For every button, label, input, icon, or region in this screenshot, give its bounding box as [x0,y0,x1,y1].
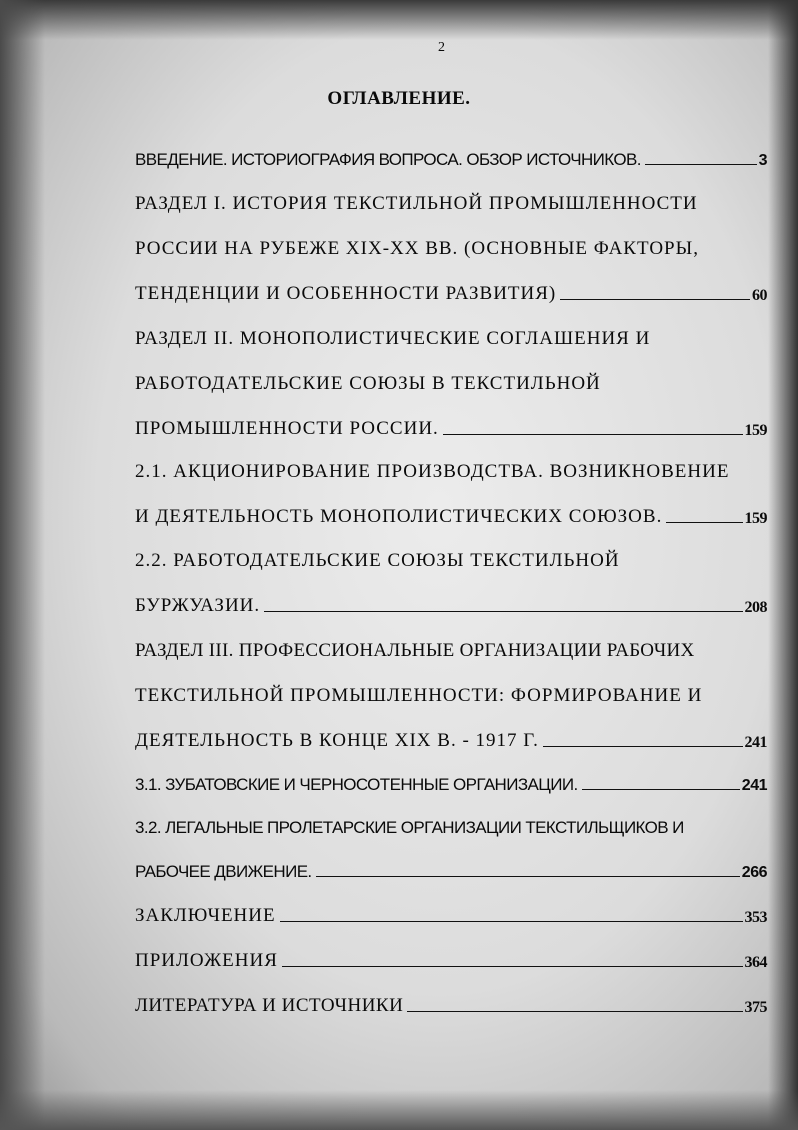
scan-shadow-bottom [0,1090,798,1130]
toc-entry-text: 3.1. ЗУБАТОВСКИЕ И ЧЕРНОСОТЕННЫЕ ОРГАНИЗАЦИИ. [135,775,578,794]
toc-entry-text: 3.2. ЛЕГАЛЬНЫЕ ПРОЛЕТАРСКИЕ ОРГАНИЗАЦИИ ТЕКСТИЛЬЩИКОВ И [135,818,684,837]
toc-entry-section-3-line-2 [135,677,767,707]
scan-shadow-left [0,0,45,1130]
toc-entry-text: РАЗДЕЛ I. ИСТОРИЯ ТЕКСТИЛЬНОЙ ПРОМЫШЛЕННОСТИ [135,193,698,214]
toc-entry-text: ТЕНДЕНЦИИ И ОСОБЕННОСТИ РАЗВИТИЯ) [135,283,557,304]
toc-entry-3-2-line-2 [135,852,767,882]
toc-page-number: 60 [752,287,767,304]
toc-leader [560,299,750,300]
toc-entry-section-1-line-1 [135,185,767,215]
toc-page-number: 208 [744,599,767,616]
toc-entry-section-2-line-1 [135,320,767,350]
toc-leader [443,434,743,435]
toc-entry-text: ЛИТЕРАТУРА И ИСТОЧНИКИ [135,995,404,1016]
toc-leader [264,611,742,612]
toc-entry-3-2-line-1 [135,808,767,838]
toc-page-number: 375 [744,999,767,1016]
toc-leader [316,876,740,877]
toc-leader [582,789,740,790]
toc-page-number: 353 [744,909,767,926]
toc-entry-conclusion [135,897,767,927]
toc-entry-section-1-line-2 [135,230,767,260]
toc-entry-text: ПРОМЫШЛЕННОСТИ РОССИИ. [135,418,439,439]
toc-entry-text: ТЕКСТИЛЬНОЙ ПРОМЫШЛЕННОСТИ: ФОРМИРОВАНИЕ И [135,685,703,706]
toc-page-number: 159 [744,422,767,439]
toc-leader [407,1011,742,1012]
page-number: 2 [438,40,445,55]
toc-entry-text: РОССИИ НА РУБЕЖЕ XIX-XX ВВ. (ОСНОВНЫЕ ФАКТОРЫ, [135,238,699,259]
toc-entry-2-2-line-2 [135,587,767,617]
toc-page-number: 241 [741,777,767,794]
toc-page-number: 159 [744,510,767,527]
toc-entry-text: РАЗДЕЛ II. МОНОПОЛИСТИЧЕСКИЕ СОГЛАШЕНИЯ И [135,328,651,349]
scan-shadow-top [0,0,798,40]
toc-entry-appendices [135,942,767,972]
toc-entry-3-1 [135,765,767,795]
toc-entry-text: РАЗДЕЛ III. ПРОФЕССИОНАЛЬНЫЕ ОРГАНИЗАЦИИ РАБОЧИХ [135,640,695,661]
toc-entry-section-2-line-3 [135,410,767,440]
toc-entry-literature [135,987,767,1017]
toc-leader [282,966,743,967]
toc-entry-text: РАБОЧЕЕ ДВИЖЕНИЕ. [135,862,312,881]
toc-entry-text: И ДЕЯТЕЛЬНОСТЬ МОНОПОЛИСТИЧЕСКИХ СОЮЗОВ. [135,506,663,527]
toc-leader [645,164,757,165]
toc-entry-section-3-line-3 [135,722,767,752]
toc-page-number: 241 [744,734,767,751]
toc-entry-text: ВВЕДЕНИЕ. ИСТОРИОГРАФИЯ ВОПРОСА. ОБЗОР ИСТОЧНИКОВ. [135,150,641,169]
toc-leader [666,522,742,523]
toc-entry-2-1-line-2 [135,498,767,528]
toc-entry-text: БУРЖУАЗИИ. [135,595,261,616]
toc-entry-text: ПРИЛОЖЕНИЯ [135,950,278,971]
toc-entry-text: ЗАКЛЮЧЕНИЕ [135,905,276,926]
toc-entry-section-2-line-2 [135,365,767,395]
toc-entry-text: ДЕЯТЕЛЬНОСТЬ В КОНЦЕ XIX В. - 1917 Г. [135,730,539,751]
toc-page-number: 266 [741,864,767,881]
toc-entry-2-2-line-1 [135,542,767,572]
toc-leader [280,921,743,922]
toc-page-number: 364 [744,954,767,971]
toc-leader [543,746,743,747]
toc-entry-2-1-line-1 [135,453,767,483]
toc-page-number: 3 [758,152,767,169]
toc-entry-introduction [135,140,767,170]
toc-entry-text: 2.2. РАБОТОДАТЕЛЬСКИЕ СОЮЗЫ ТЕКСТИЛЬНОЙ [135,550,620,571]
toc-entry-text: РАБОТОДАТЕЛЬСКИЕ СОЮЗЫ В ТЕКСТИЛЬНОЙ [135,373,601,394]
page-title: ОГЛАВЛЕНИЕ. [327,88,471,109]
toc-entry-text: 2.1. АКЦИОНИРОВАНИЕ ПРОИЗВОДСТВА. ВОЗНИКНОВЕНИЕ [135,461,730,482]
scan-shadow-right [768,0,798,1130]
toc-entry-section-1-line-3 [135,275,767,305]
toc-entry-section-3-line-1 [135,632,767,662]
